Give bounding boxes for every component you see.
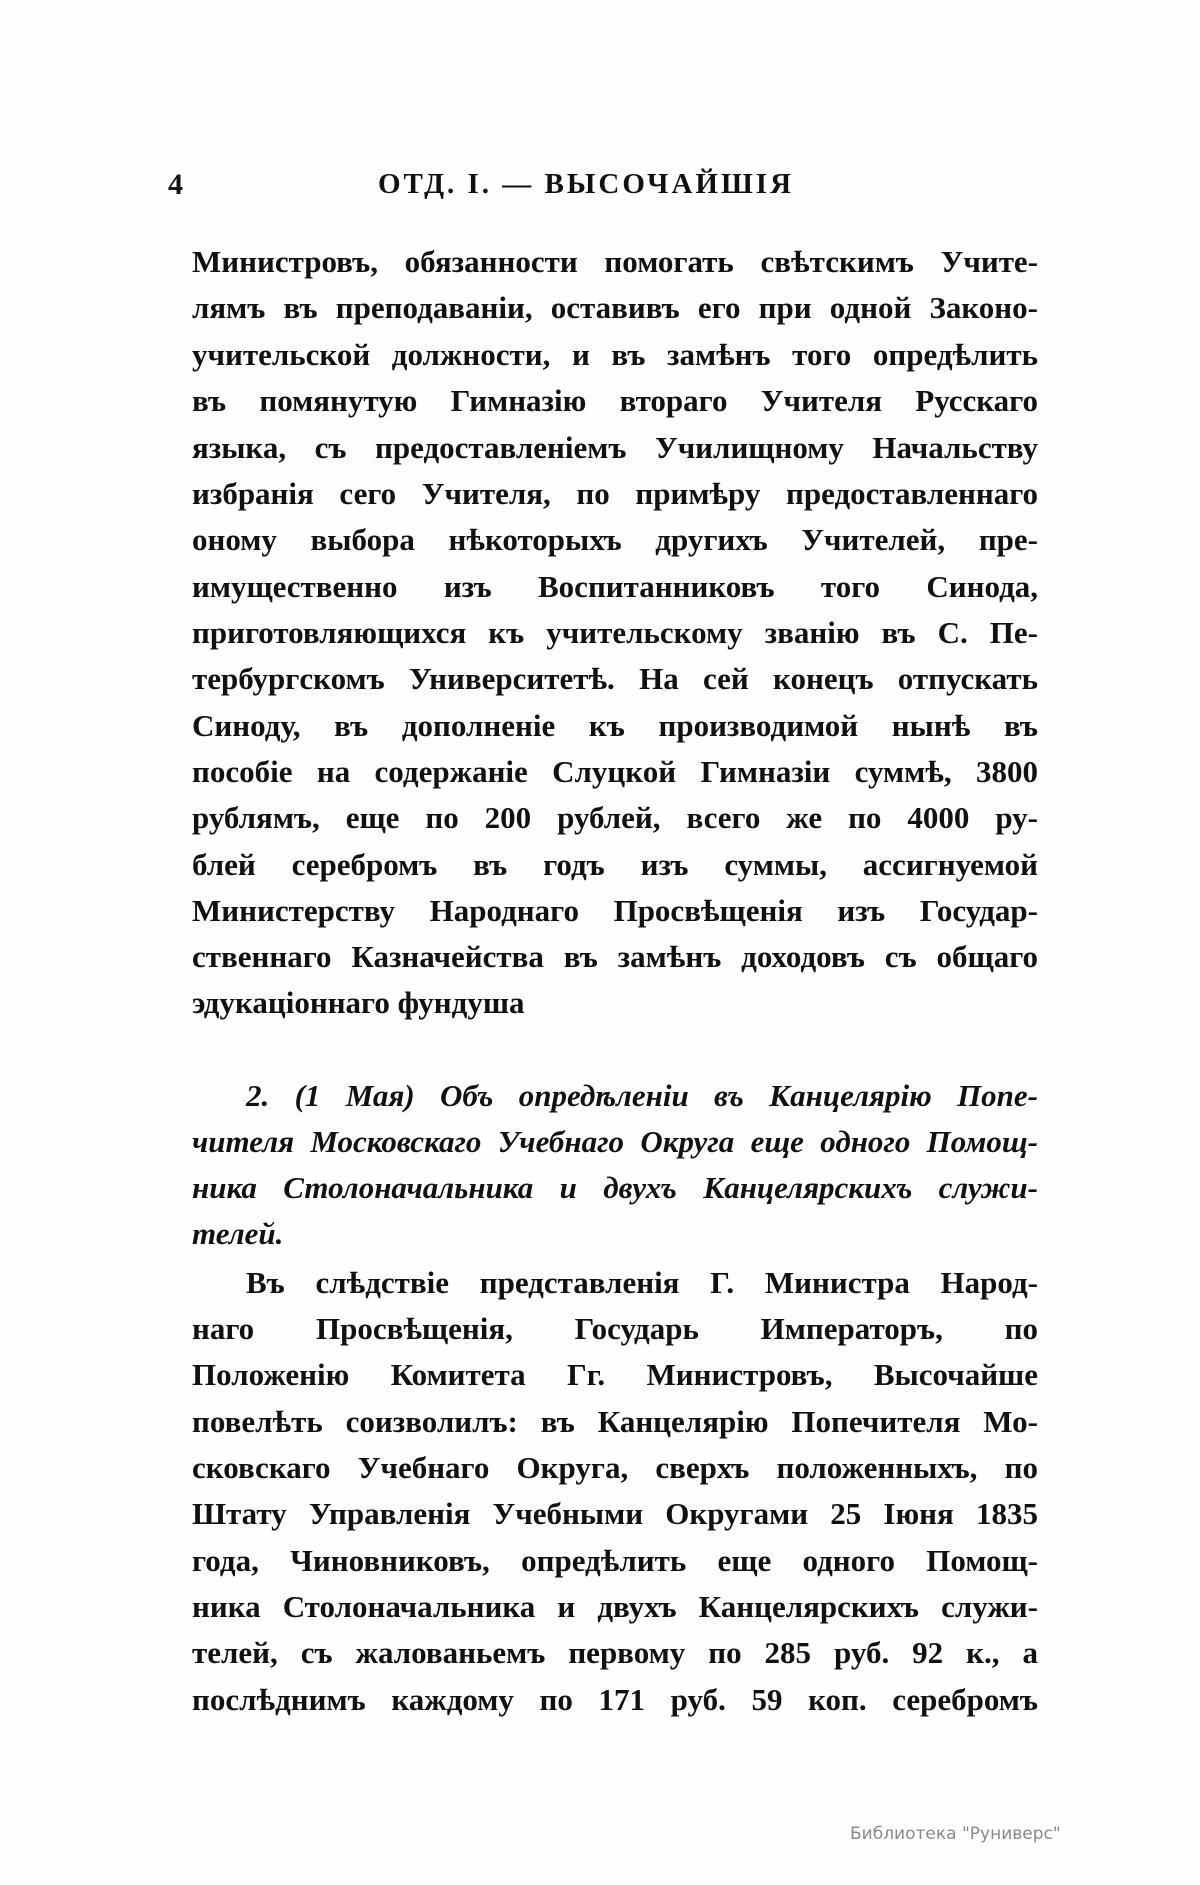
section-heading-line: чителя Московскаго Учебнаго Округа еще одного Помощ- — [192, 1124, 1038, 1159]
text-line: тербургскомъ Университетѣ. На сей конецъ отпускать — [192, 661, 1038, 696]
text-line: Министровъ, обязанности помогать свѣтскимъ Учите- — [192, 244, 1038, 279]
text-line: въ помянутую Гимназію втораго Учителя Русскаго — [192, 383, 1038, 418]
section-heading-line: 2. (1 Мая) Объ опредѣленіи въ Канцелярію Попе- — [246, 1078, 1038, 1113]
text-line: имущественно изъ Воспитанниковъ того Синода, — [192, 569, 1038, 604]
text-line: сковскаго Учебнаго Округа, сверхъ положенныхъ, по — [192, 1450, 1038, 1485]
text-line: телей, съ жалованьемъ первому по 285 руб. 92 к., а — [192, 1635, 1038, 1670]
library-watermark: Библиотека "Руниверс" — [850, 1824, 1061, 1844]
page-number: 4 — [168, 168, 183, 201]
text-line: оному выбора нѣкоторыхъ другихъ Учителей, пре- — [192, 522, 1038, 557]
text-line: Въ слѣдствіе представленія Г. Министра Народ- — [246, 1265, 1038, 1300]
text-line: пособіе на содержаніе Слуцкой Гимназіи суммѣ, 3800 — [192, 754, 1038, 789]
text-line: Положенію Комитета Гг. Министровъ, Высочайше — [192, 1357, 1038, 1392]
text-line: наго Просвѣщенія, Государь Императоръ, по — [192, 1311, 1038, 1346]
text-line: избранія сего Учителя, по примѣру предоставленнаго — [192, 476, 1038, 511]
running-title: ОТД. I. — ВЫСОЧАЙШІЯ — [378, 168, 795, 200]
text-line: года, Чиновниковъ, опредѣлить еще одного Помощ- — [192, 1543, 1038, 1578]
text-line: Штату Управленія Учебными Округами 25 Іюня 1835 — [192, 1496, 1038, 1531]
text-line: языка, съ предоставленіемъ Училищному Начальству — [192, 430, 1038, 465]
text-line: блей серебромъ въ годъ изъ суммы, ассигнуемой — [192, 847, 1038, 882]
text-line: эдукаціоннаго фундуша — [192, 985, 525, 1020]
text-line: учительской должности, и въ замѣнъ того опредѣлить — [192, 337, 1038, 372]
text-line: Синоду, въ дополненіе къ производимой нынѣ въ — [192, 708, 1038, 743]
text-line: послѣднимъ каждому по 171 руб. 59 коп. серебромъ — [192, 1682, 1038, 1717]
text-line: повелѣть соизволилъ: въ Канцелярію Попечителя Мо- — [192, 1404, 1038, 1439]
section-heading-line: телей. — [192, 1216, 284, 1251]
text-line: Министерству Народнаго Просвѣщенія изъ Государ- — [192, 893, 1038, 928]
text-line: лямъ въ преподаваніи, оставивъ его при одной Законо- — [192, 290, 1038, 325]
text-line: рублямъ, еще по 200 рублей, всего же по 4000 ру- — [192, 800, 1038, 835]
text-line: приготовляющихся къ учительскому званію въ С. Пе- — [192, 615, 1038, 650]
section-heading-line: ника Столоначальника и двухъ Канцелярскихъ служи- — [192, 1170, 1038, 1205]
text-line: ника Столоначальника и двухъ Канцелярскихъ служи- — [192, 1589, 1038, 1624]
text-line: ственнаго Казначейства въ замѣнъ доходовъ съ общаго — [192, 939, 1038, 974]
